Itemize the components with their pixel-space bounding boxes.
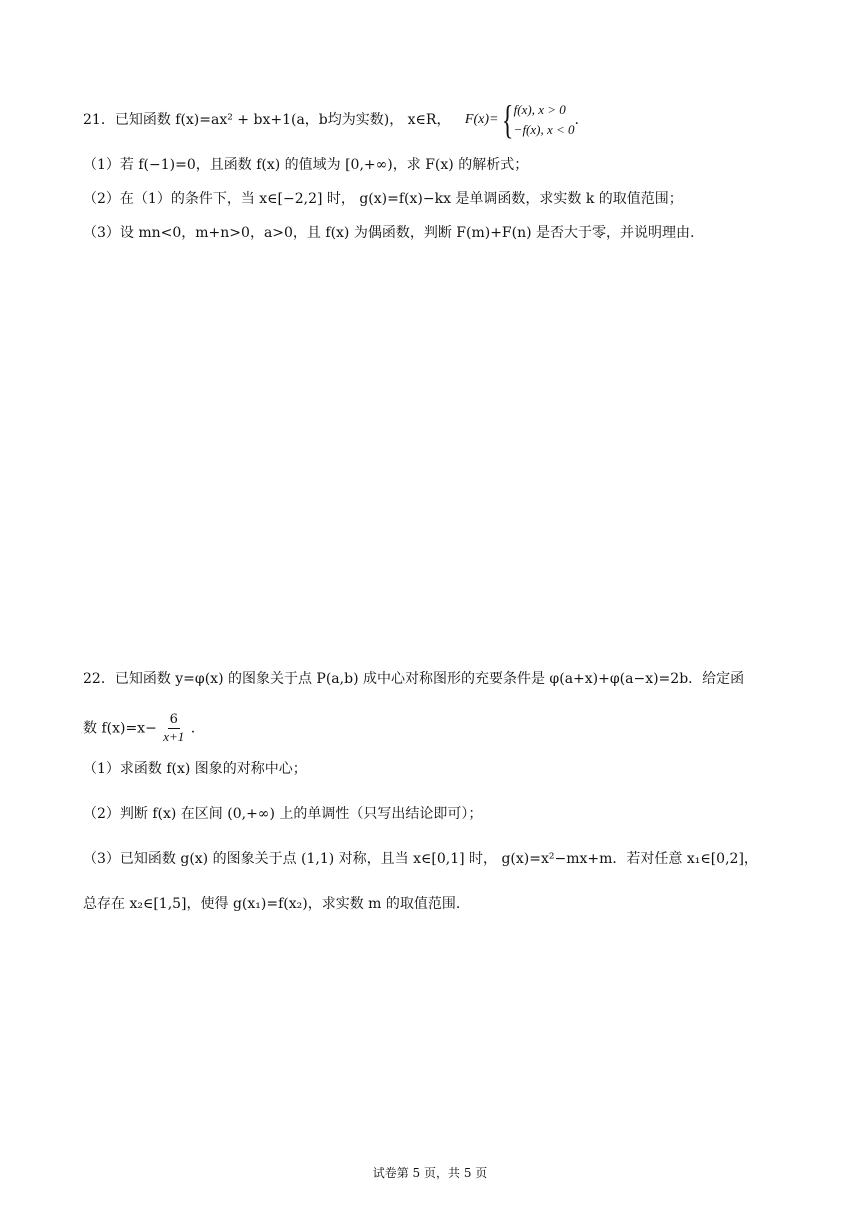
q21-F-label: F(x)= bbox=[464, 112, 499, 127]
q21-end: . bbox=[574, 112, 579, 128]
q22-part-3: （3）已知函数 g(x) 的图象关于点 (1,1) 对称，且当 x∈[0,1] 时， g(x)=x²−mx+m．若对任意 x₁∈[0,2]， bbox=[83, 851, 758, 867]
q21-stem bbox=[83, 97, 579, 142]
q21-piecewise bbox=[464, 97, 579, 142]
q21-case-1: f(x), x > 0 bbox=[513, 102, 566, 117]
q21-cases bbox=[514, 100, 575, 140]
q22-part-1: （1）求函数 f(x) 图象的对称中心； bbox=[83, 761, 307, 777]
q22-fx-suffix: . bbox=[190, 720, 196, 737]
q22-fx-prefix: 数 f(x)=x− bbox=[83, 720, 157, 737]
q22-frac-denominator: x+1 bbox=[163, 729, 185, 744]
q21-part-3: （3）设 mn<0，m+n>0，a>0，且 f(x) 为偶函数，判断 F(m)+F(n) 是否大于零，并说明理由. bbox=[83, 225, 695, 241]
q22-intro: 22．已知函数 y=φ(x) 的图象关于点 P(a,b) 成中心对称图形的充要条件是 φ(a+x)+φ(a−x)=2b．给定函 bbox=[83, 671, 745, 687]
q21-part-2: （2）在（1）的条件下，当 x∈[−2,2] 时， g(x)=f(x)−kx 是单调函数，求实数 k 的取值范围； bbox=[83, 191, 683, 207]
q22-function-def bbox=[83, 712, 195, 745]
q22-part-3-cont: 总存在 x₂∈[1,5]，使得 g(x₁)=f(x₂)，求实数 m 的取值范围. bbox=[83, 896, 461, 912]
page-footer: 试卷第 5 页，共 5 页 bbox=[372, 1166, 488, 1180]
q21-case-2: −f(x), x < 0 bbox=[513, 122, 575, 137]
q22-frac-numerator: 6 bbox=[169, 712, 178, 727]
q22-part-2: （2）判断 f(x) 在区间 (0,+∞) 上的单调性（只写出结论即可）； bbox=[83, 806, 483, 822]
left-brace-icon: { bbox=[502, 97, 514, 142]
q22-fraction bbox=[163, 712, 184, 745]
q21-part-1: （1）若 f(−1)=0，且函数 f(x) 的值域为 [0,+∞)，求 F(x) 的解析式； bbox=[83, 157, 529, 173]
q21-intro: 21．已知函数 f(x)=ax² + bx+1(a，b均为实数)， x∈R， bbox=[83, 112, 451, 128]
